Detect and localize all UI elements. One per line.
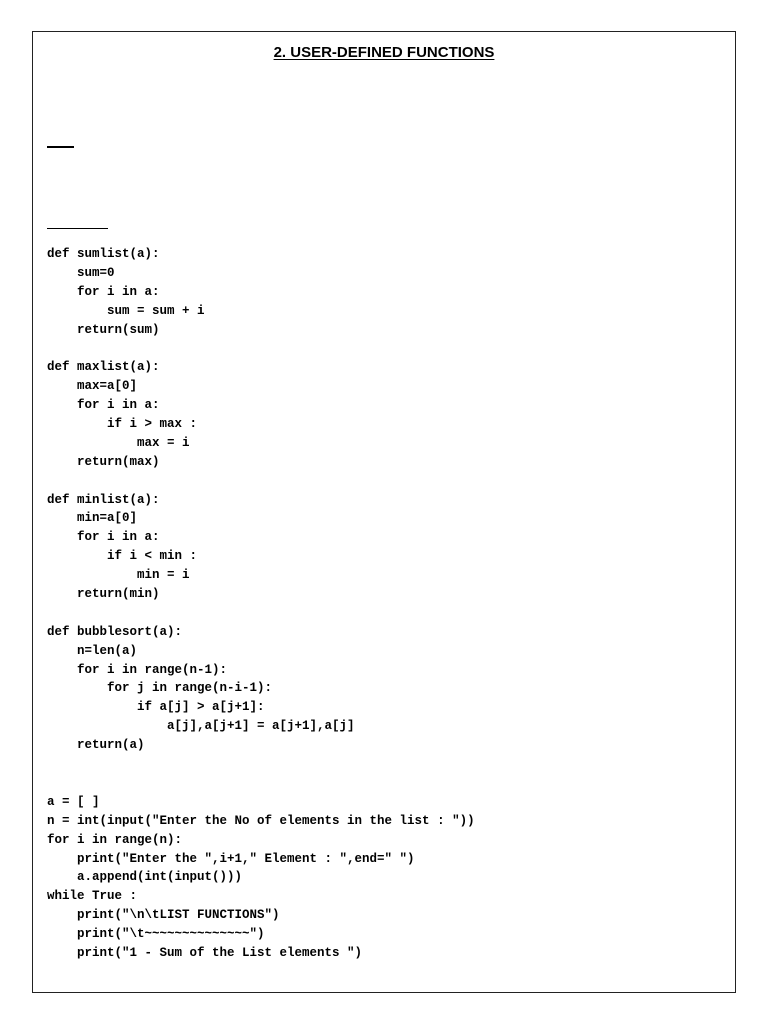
code-line: for i in range(n):: [47, 832, 183, 847]
code-listing: [47, 245, 475, 963]
code-line: if i > max :: [47, 417, 198, 432]
code-line: [47, 755, 475, 774]
code-line: for j in range(n-i-1):: [47, 681, 273, 696]
code-line: n=len(a): [47, 643, 138, 658]
underline-rule: [47, 228, 108, 229]
code-line: sum = sum + i: [47, 303, 205, 318]
code-line: min = i: [47, 568, 190, 583]
code-line: [47, 604, 475, 623]
code-line: while True :: [47, 889, 138, 904]
code-line: max=a[0]: [47, 379, 138, 394]
code-line: print("Enter the ",i+1," Element : ",end=" "): [47, 851, 415, 866]
code-line: for i in a:: [47, 398, 160, 413]
code-line: [47, 774, 475, 793]
code-line: min=a[0]: [47, 511, 138, 526]
code-line: [47, 339, 475, 358]
code-line: for i in a:: [47, 530, 160, 545]
short-underline-rule: [47, 146, 74, 148]
code-line: n = int(input("Enter the No of elements in the list : ")): [47, 813, 475, 828]
code-line: def maxlist(a):: [47, 360, 160, 375]
code-line: sum=0: [47, 265, 115, 280]
code-line: if a[j] > a[j+1]:: [47, 700, 265, 715]
code-line: return(sum): [47, 322, 160, 337]
page-heading: 2. USER-DEFINED FUNCTIONS: [273, 44, 495, 61]
code-line: a.append(int(input())): [47, 870, 243, 885]
code-line: return(min): [47, 587, 160, 602]
code-line: print("1 - Sum of the List elements "): [47, 945, 363, 960]
code-line: def sumlist(a):: [47, 247, 160, 261]
code-line: def minlist(a):: [47, 492, 160, 507]
code-line: for i in a:: [47, 284, 160, 299]
code-line: return(a): [47, 738, 145, 753]
code-line: max = i: [47, 435, 190, 450]
code-line: if i < min :: [47, 549, 198, 564]
code-line: a[j],a[j+1] = a[j+1],a[j]: [47, 719, 355, 734]
code-line: a = [ ]: [47, 794, 100, 809]
code-line: print("\t~~~~~~~~~~~~~~"): [47, 927, 265, 942]
code-line: [47, 472, 475, 491]
code-line: for i in range(n-1):: [47, 662, 228, 677]
code-line: def bubblesort(a):: [47, 624, 183, 639]
code-line: return(max): [47, 454, 160, 469]
code-line: print("\n\tLIST FUNCTIONS"): [47, 908, 280, 923]
